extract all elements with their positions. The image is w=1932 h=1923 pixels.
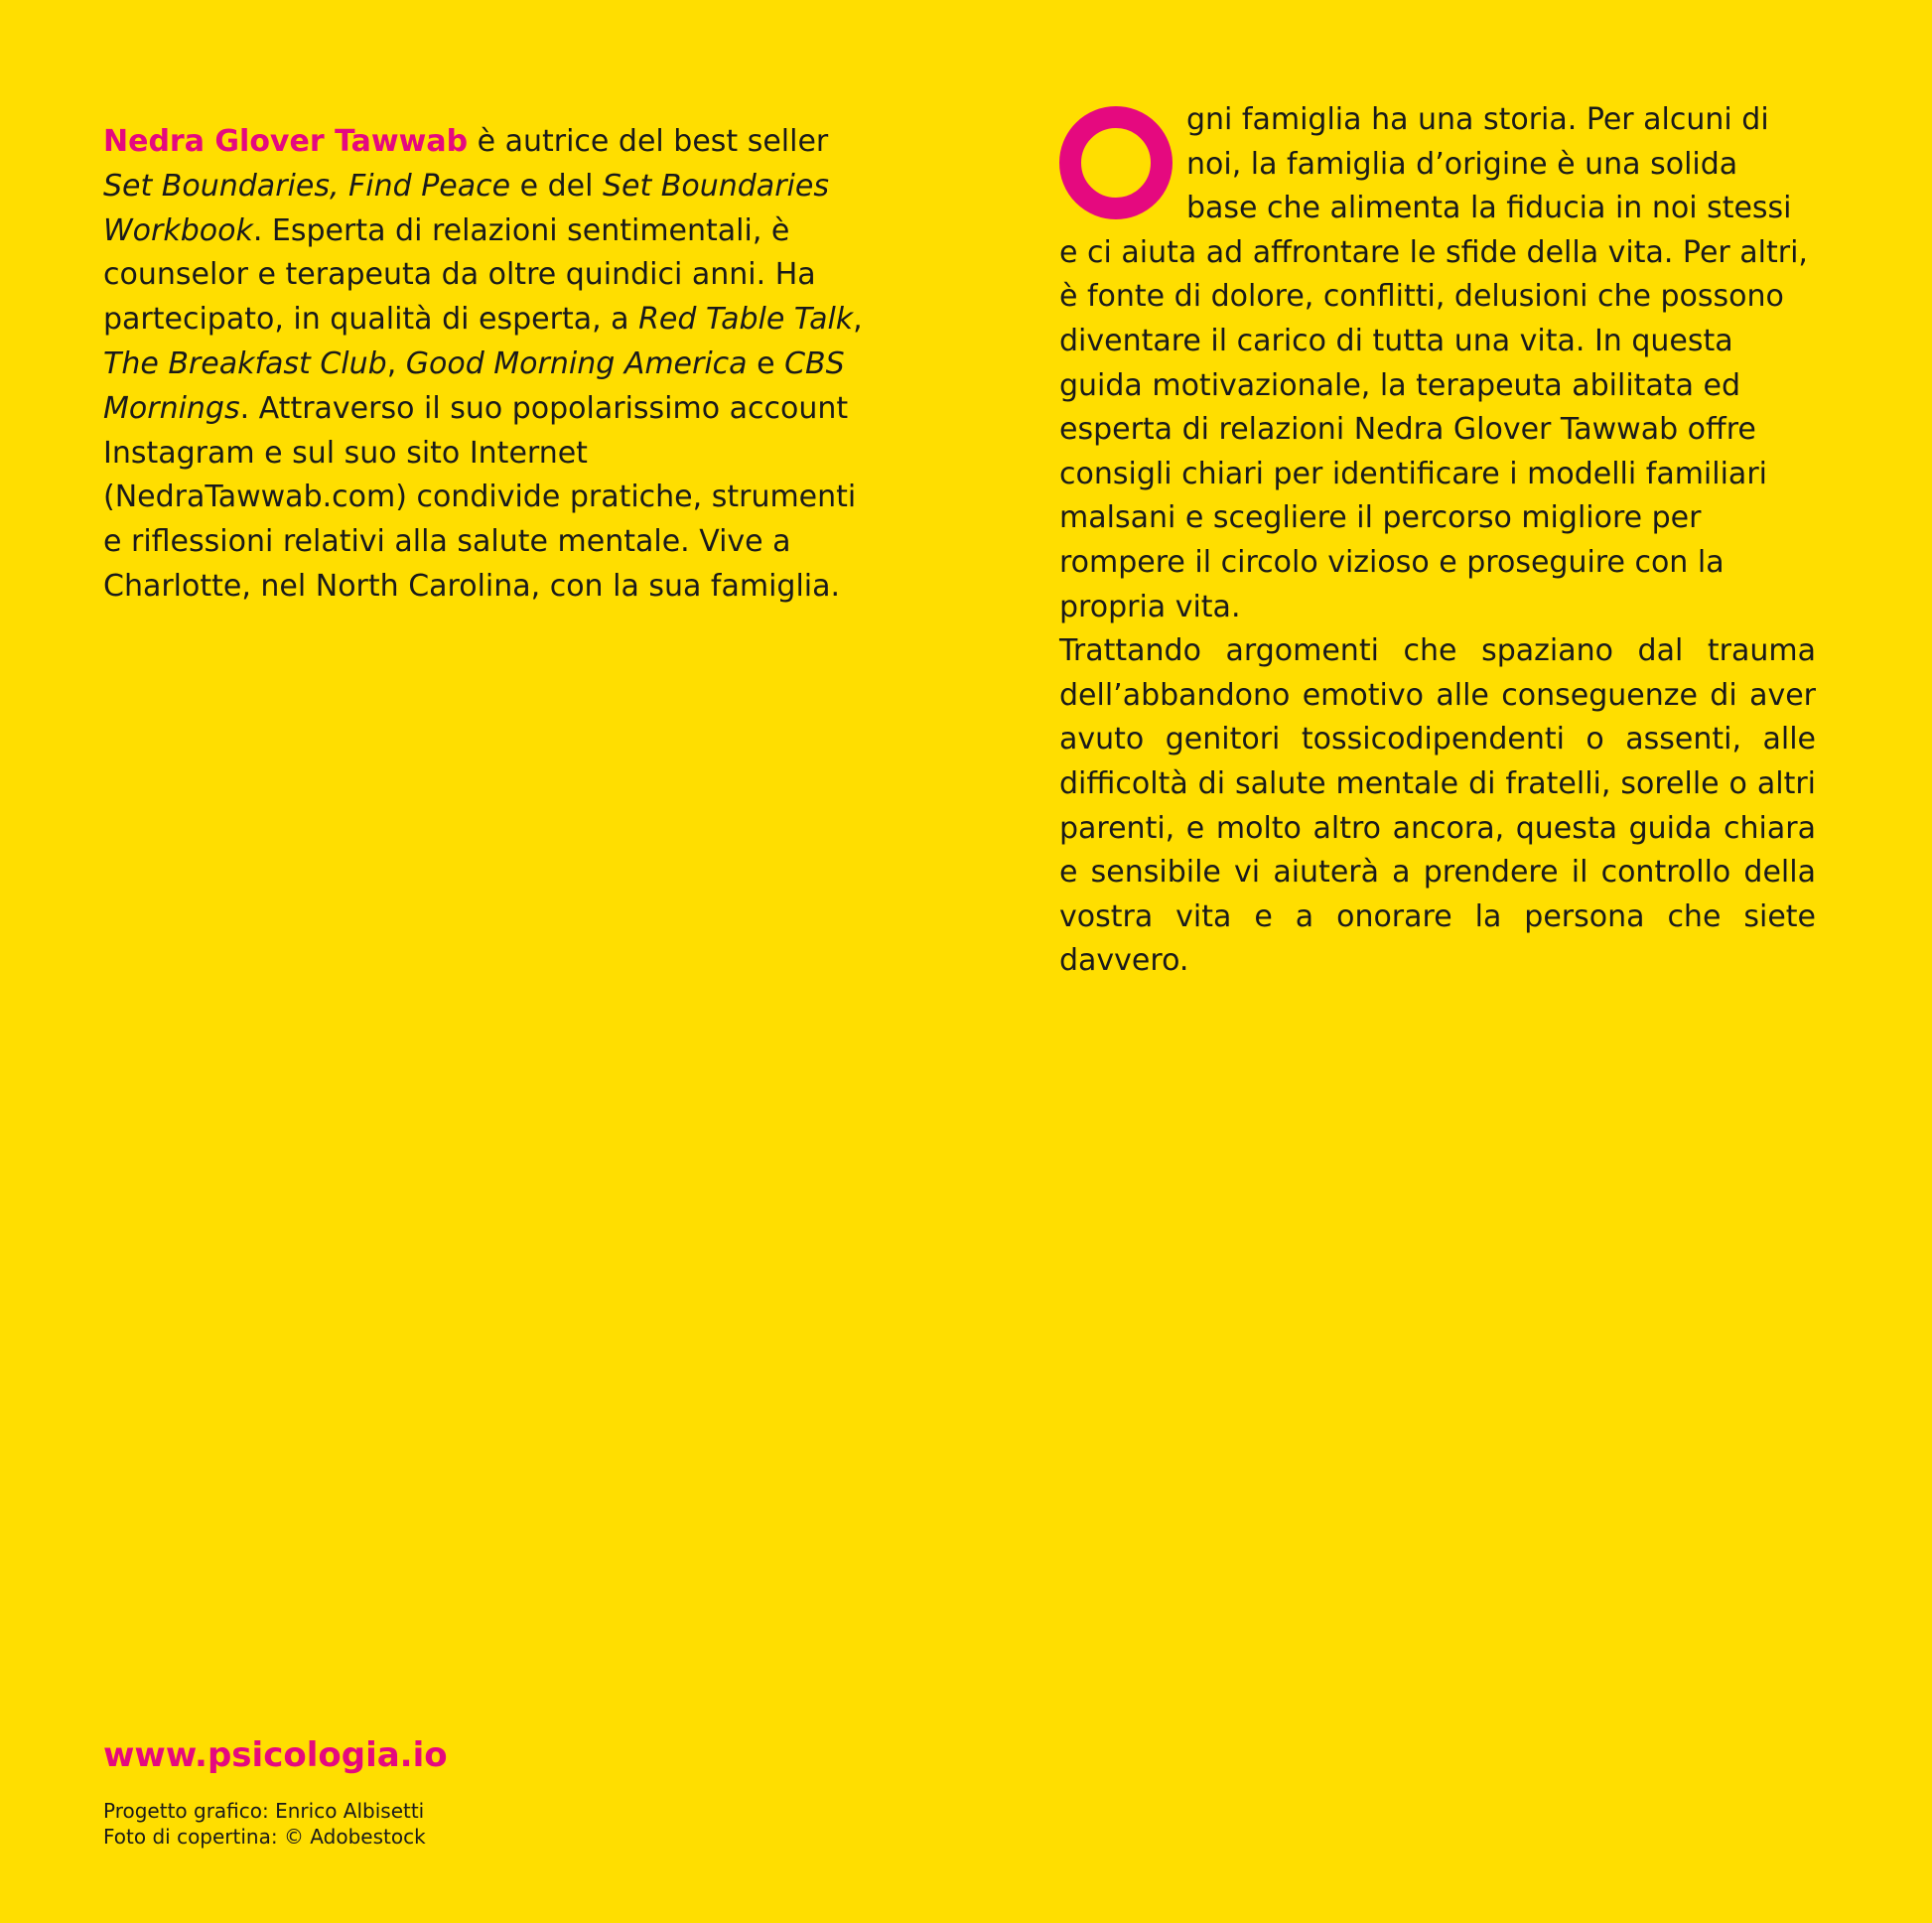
bio-text: . Attraverso il suo popolarissimo account Instagram e sul suo sito Internet (NedraTawwab.com) condivide pratiche, strumenti e riflessioni relativi alla salute mentale. Vive a Charlotte, nel North Carolina, con la sua famiglia. bbox=[103, 390, 857, 604]
blurb-paragraph: gni famiglia ha una storia. Per alcuni di noi, la famiglia d’origine è una solida base che alimenta la fiducia in noi stessi e ci aiuta ad affrontare le sfide della vita. Per altri, è fonte di dolore, conflitti, delusioni che possono diventare il carico di tutta una vita. In questa guida motivazionale, la terapeuta abilitata ed esperta di relazioni Nedra Glover Tawwab offre consigli chiari per identificare i modelli familiari malsani e scegliere il percorso migliore per rompere il circolo vizioso e proseguire con la propria vita. bbox=[1059, 102, 1808, 624]
book-title: Set Boundaries Workbook bbox=[103, 168, 829, 248]
website-url: www.psicologia.io bbox=[103, 1735, 448, 1775]
bio-text: e del bbox=[510, 168, 603, 204]
book-blurb bbox=[1059, 98, 1816, 984]
bio-text: è autrice del best seller bbox=[468, 124, 829, 159]
bio-text: , bbox=[386, 345, 406, 381]
show-title: Red Table Talk bbox=[638, 302, 854, 338]
design-credit: Progetto grafico: Enrico Albisetti bbox=[103, 1799, 425, 1823]
show-title: Good Morning America bbox=[405, 345, 748, 381]
show-title: The Breakfast Club bbox=[103, 345, 387, 381]
bio-text: . Esperta di relazioni sentimentali, è counselor e terapeuta da oltre quindici anni. Ha partecipato, in qualità di esperta, a bbox=[103, 212, 816, 338]
blurb-paragraph: Trattando argomenti che spaziano dal trauma dell’abbandono emotivo alle conseguenze di aver avuto genitori tossicodipendenti o assenti, alle difficoltà di salute mentale di fratelli, sorelle o altri parenti, e molto altro ancora, questa guida chiara e sensibile vi aiuterà a prendere il controllo della vostra vita e a onorare la persona che siete davvero. bbox=[1059, 633, 1816, 979]
author-bio bbox=[103, 120, 868, 610]
bio-text: , bbox=[853, 302, 863, 338]
bio-text: e bbox=[747, 345, 785, 381]
dropcap-letter bbox=[1059, 106, 1173, 219]
book-title: Set Boundaries, Find Peace bbox=[103, 168, 511, 204]
author-name: Nedra Glover Tawwab bbox=[103, 124, 469, 159]
show-title: CBS Mornings bbox=[103, 345, 845, 426]
credits bbox=[103, 1798, 426, 1850]
photo-credit: Foto di copertina: © Adobestock bbox=[103, 1825, 426, 1849]
